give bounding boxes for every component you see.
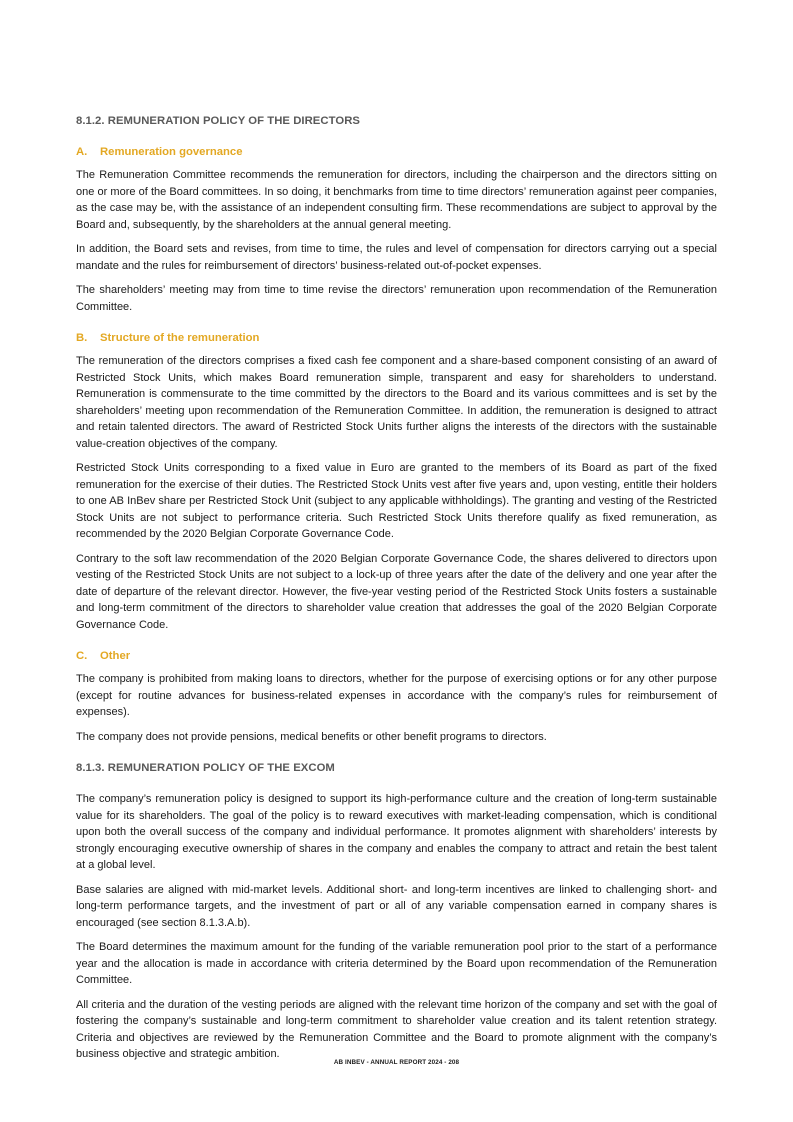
paragraph: The company does not provide pensions, medical benefits or other benefit programs to directors. bbox=[76, 730, 547, 743]
paragraph: Restricted Stock Units corresponding to a fixed value in Euro are granted to the members of its Board as part of the fixed remuneration for the exercise of their duties. The Restricted Stock Units vest after five years and, upon vesting, entitle their holders to one AB InBev share per Restricted Stock Unit (subject to any applicable withholdings). The granting and vesting of the Restricted Stock Units are not subject to performance criteria. Such Restricted Stock Units therefore qualify as fixed remuneration, as recommended by the 2020 Belgian Corporate Governance Code. bbox=[76, 462, 717, 540]
section-heading-directors-policy: 8.1.2. REMUNERATION POLICY OF THE DIRECTORS bbox=[76, 115, 360, 127]
paragraph: Contrary to the soft law recommendation of the 2020 Belgian Corporate Governance Code, the shares delivered to directors upon vesting of the Restricted Stock Units are not subject to a lock-up of three years after the date of the delivery and one year after the date of departure of the relevant director. However, the five-year vesting period of the Restricted Stock Units fosters a sustainable and long-term commitment of the directors to shareholder value creation that addresses the goal of the 2020 Belgian Corporate Governance Code. bbox=[76, 552, 717, 631]
subheading-other bbox=[76, 648, 717, 664]
subheading-remuneration-governance bbox=[76, 144, 717, 160]
subheading-letter: C. bbox=[76, 650, 88, 662]
subheading-letter: A. bbox=[76, 146, 88, 158]
subheading-letter: B. bbox=[76, 332, 88, 344]
report-page-content bbox=[76, 113, 717, 1071]
subheading-structure-of-remuneration bbox=[76, 330, 717, 346]
paragraph: The remuneration of the directors comprises a fixed cash fee component and a share-based component consisting of an award of Restricted Stock Units, which makes Board remuneration simple, transparent and easy for shareholders to understand. Remuneration is commensurate to the time committed by the directors to the Board and its various committees and is set by the shareholders’ meeting upon recommendation of the Remuneration Committee. In addition, the remuneration is designed to attract and retain talented directors. The award of Restricted Stock Units further aligns the interests of the directors with the sustainable value-creation objectives of the company. bbox=[76, 355, 717, 450]
paragraph: The shareholders’ meeting may from time to time revise the directors’ remuneration upon recommendation of the Remuneration Committee. bbox=[76, 284, 717, 313]
paragraph: The company’s remuneration policy is designed to support its high-performance culture and the creation of long-term sustainable value for its shareholders. The goal of the policy is to reward executives with market-leading compensation, which is conditional upon both the overall success of the company and individual performance. It promotes alignment with shareholders’ interests by strongly encouraging executive ownership of shares in the company and enables the company to attract and retain the best talent at a global level. bbox=[76, 793, 717, 871]
paragraph: All criteria and the duration of the vesting periods are aligned with the relevant time horizon of the company and set with the goal of fostering the company’s sustainable and long-term commitment to shareholder value creation and its talent retention strategy. Criteria and objectives are reviewed by the Remuneration Committee and the Board to promote alignment with the company’s business objective and strategic ambition. bbox=[76, 998, 717, 1060]
paragraph: The company is prohibited from making loans to directors, whether for the purpose of exercising options or for any other purpose (except for routine advances for business-related expenses in accordance with the company’s rules for reimbursement of expenses). bbox=[76, 673, 717, 718]
paragraph: Base salaries are aligned with mid-market levels. Additional short- and long-term incentives are linked to challenging short- and long-term performance targets, and the investment of part or all of any variable compensation earned in company shares is encouraged (see section 8.1.3.A.b). bbox=[76, 883, 717, 929]
section-heading-excom-policy: 8.1.3. REMUNERATION POLICY OF THE EXCOM bbox=[76, 762, 335, 774]
paragraph: The Board determines the maximum amount for the funding of the variable remuneration pool prior to the start of a performance year and the allocation is made in accordance with criteria determined by the Board upon recommendation of the Remuneration Committee. bbox=[76, 941, 717, 986]
subheading-title: Other bbox=[100, 650, 131, 662]
paragraph: In addition, the Board sets and revises, from time to time, the rules and level of compensation for directors carrying out a special mandate and the rules for reimbursement of directors’ business-related out-of-pocket expenses. bbox=[76, 243, 717, 272]
subheading-title: Remuneration governance bbox=[100, 146, 243, 158]
subheading-title: Structure of the remuneration bbox=[100, 332, 260, 344]
paragraph: The Remuneration Committee recommends the remuneration for directors, including the chairperson and the directors sitting on one or more of the Board committees. In so doing, it benchmarks from time to time directors’ remuneration against peer companies, as the case may be, with the assistance of an independent consulting firm. These recommendations are subject to approval by the Board and, subsequently, by the shareholders at the annual general meeting. bbox=[76, 169, 717, 231]
page-footer: AB INBEV - ANNUAL REPORT 2024 - 208 bbox=[333, 1059, 460, 1066]
